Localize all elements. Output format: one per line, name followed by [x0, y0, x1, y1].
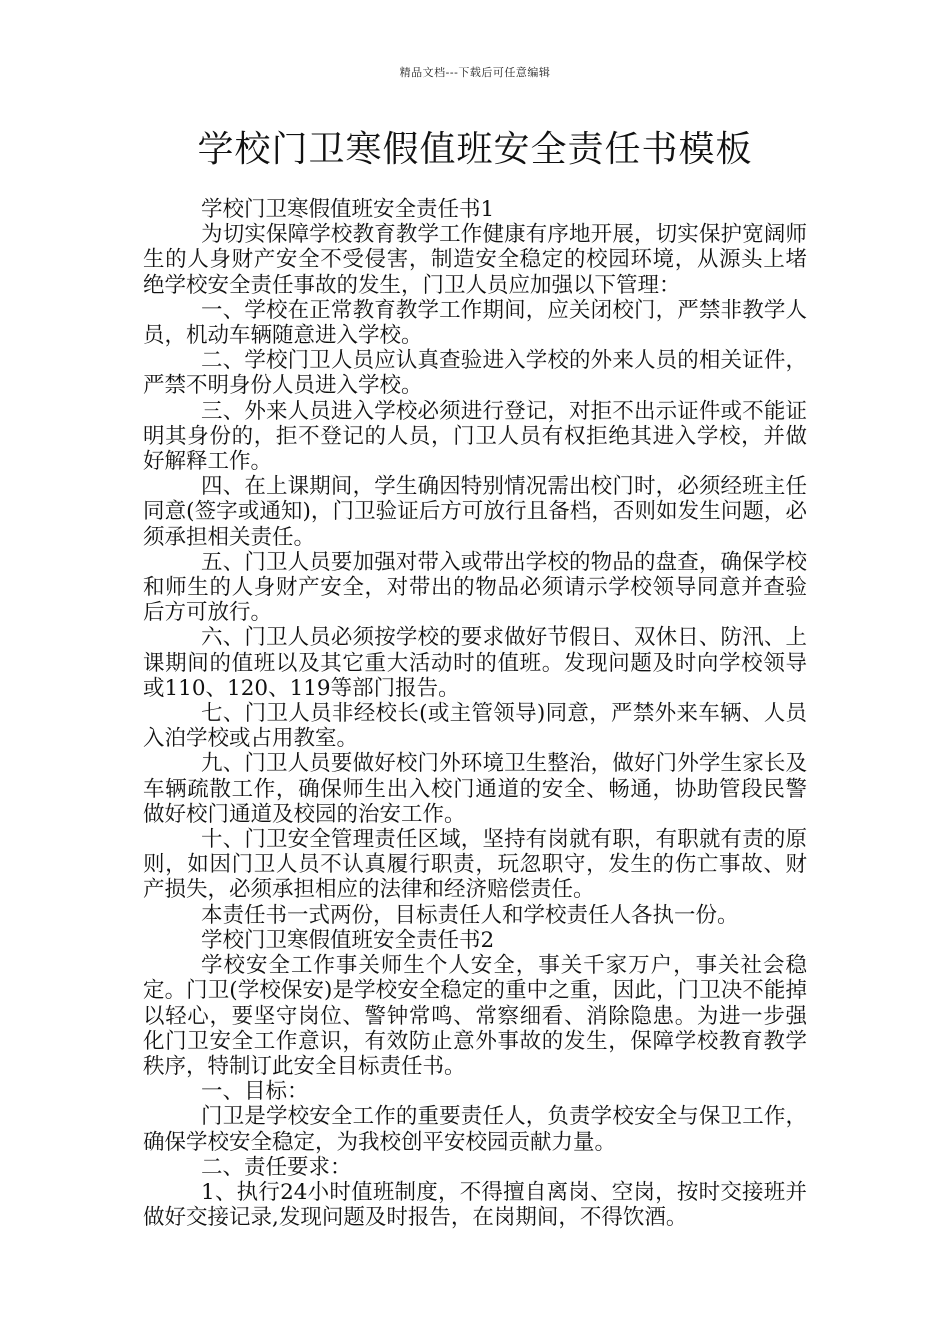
goal-paragraph: 门卫是学校安全工作的重要责任人，负责学校安全与保卫工作，确保学校安全稳定，为我校创平安校园贡献力量。 [143, 1104, 807, 1155]
requirements-heading: 二、责任要求： [201, 1154, 352, 1180]
clause-10: 十、门卫安全管理责任区域，坚持有岗就有职，有职就有责的原则，如因门卫人员不认真履行职责，玩忽职守，发生的伤亡事故、财产损失，必须承担相应的法律和经济赔偿责任。 [143, 827, 807, 903]
clause-3: 三、外来人员进入学校必须进行登记，对拒不出示证件或不能证明其身份的，拒不登记的人员，门卫人员有权拒绝其进入学校，并做好解释工作。 [143, 398, 807, 475]
clause-2: 二、学校门卫人员应认真查验进入学校的外来人员的相关证件，严禁不明身份人员进入学校。 [143, 348, 807, 399]
section-2-intro: 学校安全工作事关师生个人安全，事关千家万户，事关社会稳定。门卫(学校保安)是学校安全稳定的重中之重，因此，门卫决不能掉以轻心，要坚守岗位、警钟常鸣、常察细看、消除隐患。为进一步强化门卫安全工作意识，有效防止意外事故的发生，保障学校教育教学秩序，特制订此安全目标责任书。 [143, 953, 807, 1079]
intro-paragraph: 为切实保障学校教育教学工作健康有序地开展，切实保护宽阔师生的人身财产安全不受侵害，制造安全稳定的校园环境，从源头上堵绝学校安全责任事故的发生，门卫人员应加强以下管理： [143, 222, 807, 298]
section-heading-1: 学校门卫寒假值班安全责任书1 [201, 197, 495, 222]
clause-5: 五、门卫人员要加强对带入或带出学校的物品的盘查，确保学校和师生的人身财产安全，对带出的物品必须请示学校领导同意并查验后方可放行。 [143, 549, 807, 626]
clause-9: 九、门卫人员要做好校门外环境卫生整治，做好门外学生家长及车辆疏散工作，确保师生出入校门通道的安全、畅通，协助管段民警做好校门通道及校园的治安工作。 [143, 751, 807, 827]
goal-heading: 一、目标： [201, 1079, 309, 1105]
copies-note: 本责任书一式两份，目标责任人和学校责任人各执一份。 [201, 902, 739, 928]
clause-4: 四、在上课期间，学生确因特别情况需出校门时，必须经班主任同意(签字或通知)，门卫验证后方可放行且备档，否则如发生问题，必须承担相关责任。 [143, 474, 807, 550]
header-note: 精品文档---下载后可任意编辑 [399, 66, 551, 79]
requirement-1: 1、执行24小时值班制度，不得擅自离岗、空岗，按时交接班并做好交接记录,发现问题及时报告，在岗期间，不得饮酒。 [143, 1179, 807, 1231]
clause-7: 七、门卫人员非经校长(或主管领导)同意，严禁外来车辆、人员入泊学校或占用教室。 [143, 701, 807, 752]
clause-1: 一、学校在正常教育教学工作期间，应关闭校门，严禁非教学人员，机动车辆随意进入学校。 [143, 297, 807, 349]
clause-6: 六、门卫人员必须按学校的要求做好节假日、双休日、防汛、上课期间的值班以及其它重大活动时的值班。发现问题及时向学校领导或110、120、119等部门报告。 [143, 625, 807, 701]
section-heading-2: 学校门卫寒假值班安全责任书2 [201, 927, 495, 953]
document-body [143, 197, 807, 1230]
document-title: 学校门卫寒假值班安全责任书模板 [197, 129, 753, 170]
